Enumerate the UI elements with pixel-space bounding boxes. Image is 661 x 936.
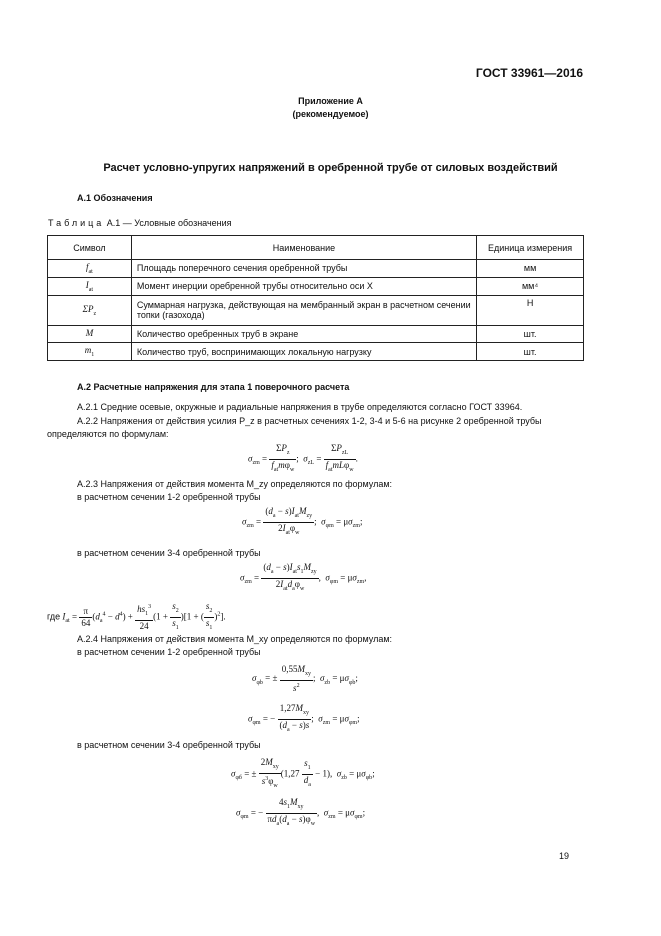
table-row <box>48 325 584 343</box>
section-a1-title: А.1 Обозначения <box>77 193 153 203</box>
section-34-label-b: в расчетном сечении 3-4 оребренной трубы <box>77 740 261 750</box>
main-title: Расчет условно-упругих напряжений в оребренной трубе от силовых воздействий <box>103 162 558 174</box>
appendix-subtitle: (рекомендуемое) <box>292 109 369 119</box>
table-row <box>48 277 584 295</box>
formula-2: $\sigma_{zm}$ = $(d_a - s)I_{at}M_{zy}$ $2I_{at}\varphi_w$ ; $\sigma_{\varphi m} = \mu\sigma_{zm}$; <box>242 506 363 536</box>
table-caption-text: А.1 — Условные обозначения <box>104 218 232 228</box>
symbol-cell: $\Sigma P_z$ <box>48 295 132 325</box>
appendix-title: Приложение А <box>298 96 363 106</box>
section-12-label-b: в расчетном сечении 1-2 оребренной трубы <box>77 647 261 657</box>
table-row <box>48 343 584 361</box>
unit-cell: мм⁴ <box>477 277 584 295</box>
name-cell: Площадь поперечного сечения оребренной трубы <box>131 260 476 278</box>
name-cell: Количество труб, воспринимающих локальную нагрузку <box>131 343 476 361</box>
section-34-label-a: в расчетном сечении 3-4 оребренной трубы <box>77 548 261 558</box>
name-cell: Количество оребренных труб в экране <box>131 325 476 343</box>
symbol-cell: $m_1$ <box>48 343 132 361</box>
table-row <box>48 260 584 278</box>
table-header-row <box>48 236 584 260</box>
symbols-table <box>47 235 584 361</box>
formula-1: $\sigma_{zm}$ = $\Sigma P_z$ $f_{at}m\varphi_w$ ; $\sigma_{zL}$ = $\Sigma P_{zL}$ $f_{at}mL\varphi_w$ . <box>248 443 358 473</box>
paragraph-a23: А.2.3 Напряжения от действия момента M_zy определяются по формулам: <box>77 479 393 489</box>
section-12-label-a: в расчетном сечении 1-2 оребренной трубы <box>77 492 261 502</box>
table-caption <box>48 218 232 228</box>
header-symbol: Символ <box>48 236 132 260</box>
page-number: 19 <box>558 851 569 861</box>
table-caption-prefix: Таблица <box>48 218 105 228</box>
formula-8: $\sigma_{\varphi m}$ = − $4s_1M_{xy}$ $\pi d_a(d_a - s)\varphi_w$ , $\sigma_{zm} = \mu\sigma_{\varphi m}$; <box>236 797 366 827</box>
unit-cell: мм <box>477 260 584 278</box>
where-word: где <box>47 611 61 622</box>
formula-3: $\sigma_{zm}$ = $(d_a - s)I_{at}s_1M_{zy}$ $2I_{at}d_a\varphi_w$ , $\sigma_{\varphi m} = \mu\sigma_{zm}$, <box>240 562 367 592</box>
formula-6: $\sigma_{\varphi m}$ = − $1,27M_{xy}$ $(d_a - s)s$ ; $\sigma_{zm} = \mu\sigma_{\varphi m}$; <box>248 703 360 733</box>
section-a2-title: А.2 Расчетные напряжения для этапа 1 поверочного расчета <box>77 382 350 392</box>
table-row <box>48 295 584 325</box>
header-unit: Единица измерения <box>477 236 584 260</box>
unit-cell: Н <box>477 295 584 325</box>
paragraph-a22: А.2.2 Напряжения от действия усилия P_z в расчетных сечениях 1-2, 3-4 и 5-6 на рисунке 2 оребренной трубы определяются по формулам: <box>47 416 542 439</box>
symbol-cell: $f_{at}$ <box>48 260 132 278</box>
header-name: Наименование <box>131 236 476 260</box>
formula-4: где $I_{at}$ = $\frac{\pi}{64}$ $(d_a^4 - d^4)$ + $\frac{hs_1^3}{24}$ (1 + $\frac{s_2}{s_1}$ )[1 + ( $\frac{s_2}{s_1}$ )$^2$]. <box>47 601 226 632</box>
paragraph-a21: А.2.1 Средние осевые, окружные и радиальные напряжения в трубе определяются согласно ГОСТ 33964. <box>77 402 523 412</box>
formula-5: $\sigma_{\varphi b}$ = ± $0,55M_{xy}$ $s^2$ ; $\sigma_{zb} = \mu\sigma_{\varphi b}$; <box>252 664 358 693</box>
paragraph-a24: А.2.4 Напряжения от действия момента M_xy определяются по формулам: <box>77 634 393 644</box>
name-cell: Момент инерции оребренной трубы относительно оси X <box>131 277 476 295</box>
formula-7: $\sigma_{\varphi б}$ = ± $2M_{xy}$ $s^3\varphi_w$ (1,27 $\frac{s_1}{d_a}$ − 1), $\sigma_{zb} = \mu\sigma_{\varphi b}$; <box>231 757 375 789</box>
symbol-cell: $I_{at}$ <box>48 277 132 295</box>
unit-cell: шт. <box>477 325 584 343</box>
unit-cell: шт. <box>477 343 584 361</box>
standard-number: ГОСТ 33961—2016 <box>475 66 583 80</box>
symbol-cell: M <box>48 325 132 343</box>
name-cell: Суммарная нагрузка, действующая на мембранный экран в расчетном сечении топки (газохода) <box>131 295 476 325</box>
